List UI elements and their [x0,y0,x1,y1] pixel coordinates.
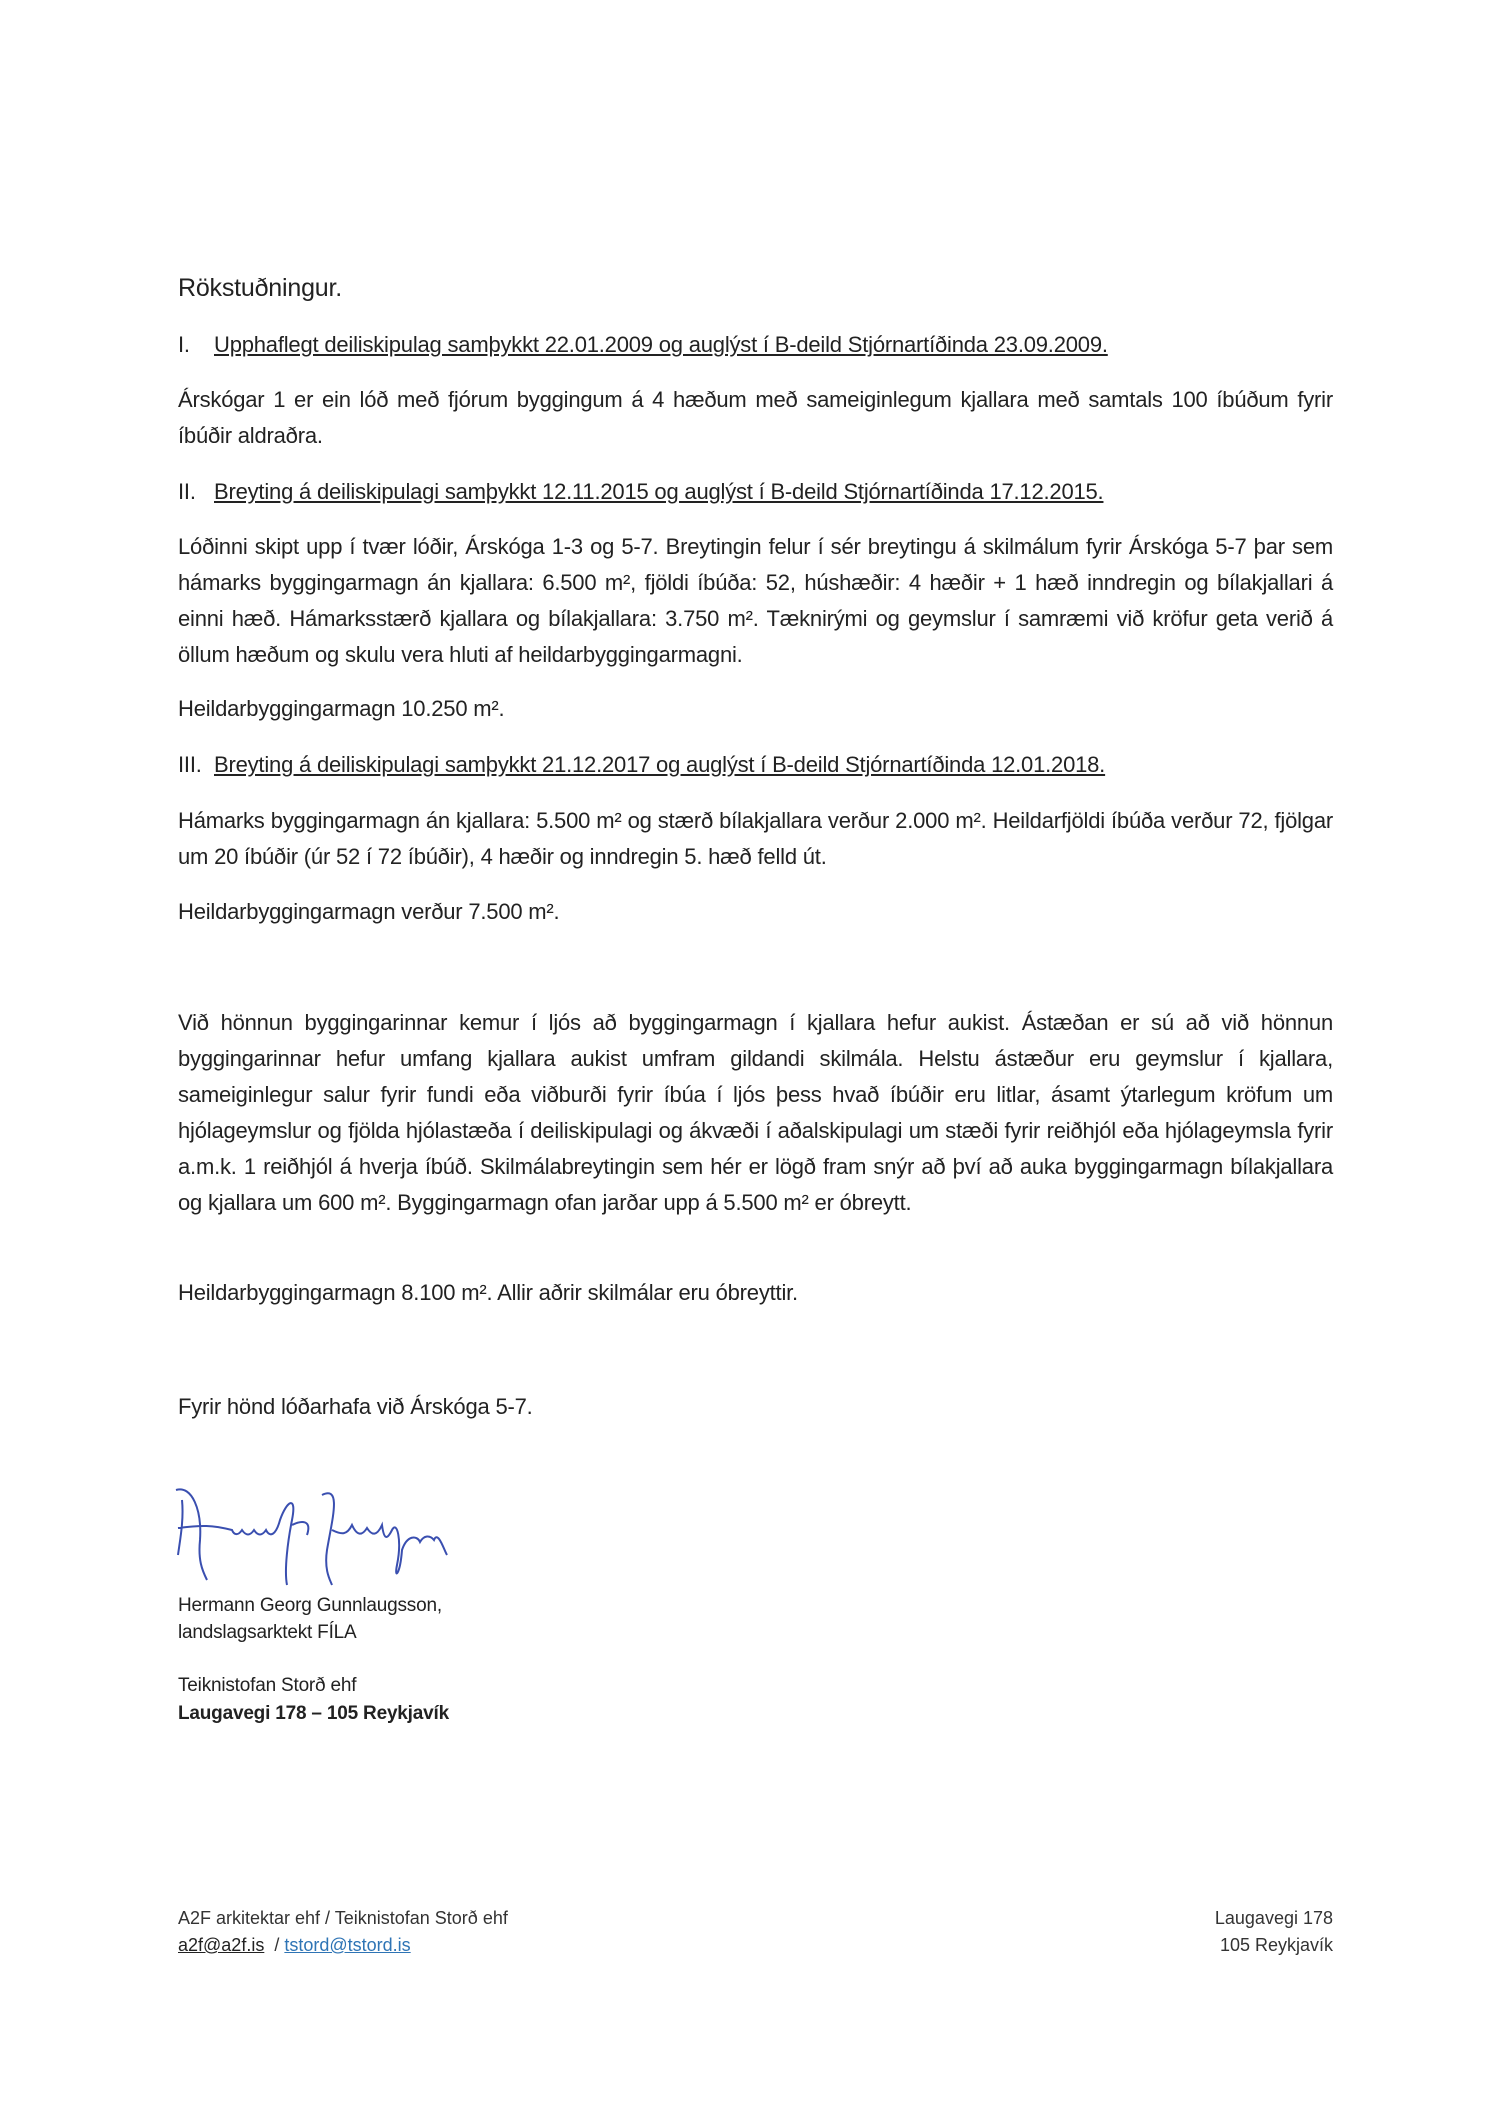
proposal-body: Við hönnun byggingarinnar kemur í ljós að byggingarmagn í kjallara hefur aukist. Ástæðan er sú að við hönnun byggingarinnar hefur umfang kjallara aukist umfram gildandi skilmála. Helstu ástæður eru geymslur í kjallara, sameiginlegur salur fyrir fundi eða viðburði fyrir íbúa í ljós þess hvað íbúðir eru litlar, ásamt ýtarlegum kröfum um hjólageymslur og fjölda hjólastæða í deiliskipulagi og ákvæði í aðalskipulagi um stæði fyrir reiðhjól eða hjólageymsla fyrir a.m.k. 1 reiðhjól á hverja íbúð. Skilmálabreytingin sem hér er lögð fram snýr að því að auka byggingarmagn bílakjallara og kjallara um 600 m². Byggingarmagn ofan jarðar upp á 5.500 m² er óbreytt. [178,1010,1333,1215]
section-number: III. [178,752,202,777]
section-heading-text: Upphaflegt deiliskipulag samþykkt 22.01.2009 og auglýst í B-deild Stjórnartíðinda 23.09.2009. [214,332,1108,357]
company-address: Laugavegi 178 – 105 Reykjavík [178,1703,449,1724]
document-title: Rökstuðningur. [178,274,342,302]
section-total-2: Heildarbyggingarmagn 10.250 m². [178,696,505,721]
signatory-name: Hermann Georg Gunnlaugsson, [178,1595,442,1616]
company-name: Teiknistofan Storð ehf [178,1675,357,1696]
section-heading-2 [178,474,1333,510]
email-link-a2f[interactable]: a2f@a2f.is [178,1935,265,1955]
footer-left [178,1905,508,1959]
email-link-tstord[interactable]: tstord@tstord.is [284,1935,411,1955]
section-number: II. [178,479,196,504]
footer-right [1215,1905,1333,1959]
section-body-1: Árskógar 1 er ein lóð með fjórum byggingum á 4 hæðum með sameiginlegum kjallara með samtals 100 íbúðum fyrir íbúðir aldraðra. [178,387,1333,448]
footer-separator: / [274,1935,280,1955]
section-heading-3 [178,747,1333,783]
signatory-role: landslagsarktekt FÍLA [178,1622,357,1643]
section-heading-text: Breyting á deiliskipulagi samþykkt 21.12.2017 og auglýst í B-deild Stjórnartíðinda 12.01.2018. [214,752,1106,777]
section-total-3: Heildarbyggingarmagn verður 7.500 m². [178,899,560,924]
proposal-total: Heildarbyggingarmagn 8.100 m². Allir aðrir skilmálar eru óbreyttir. [178,1280,798,1305]
section-number: I. [178,332,190,357]
handwritten-signature [172,1480,452,1590]
closing-line: Fyrir hönd lóðarhafa við Árskóga 5-7. [178,1394,533,1419]
section-body-3: Hámarks byggingarmagn án kjallara: 5.500 m² og stærð bílakjallara verður 2.000 m². Heildarfjöldi íbúða verður 72, fjölgar um 20 íbúðir (úr 52 í 72 íbúðir), 4 hæðir og inndregin 5. hæð felld út. [178,808,1333,869]
section-body-2: Lóðinni skipt upp í tvær lóðir, Árskóga 1-3 og 5-7. Breytingin felur í sér breytingu á skilmálum fyrir Árskóga 5-7 þar sem hámarks byggingarmagn án kjallara: 6.500 m², fjöldi íbúða: 52, húshæðir: 4 hæðir + 1 hæð inndregin og bílakjallari á einni hæð. Hámarksstærð kjallara og bílakjallara: 3.750 m². Tæknirými og geymslur í samræmi við kröfur geta verið á öllum hæðum og skulu vera hluti af heildarbyggingarmagni. [178,534,1333,667]
footer-city: 105 Reykjavík [1219,1935,1333,1955]
footer-companies: A2F arkitektar ehf / Teiknistofan Storð ehf [178,1908,508,1928]
section-heading-1 [178,327,1333,363]
footer-street: Laugavegi 178 [1214,1908,1333,1928]
section-heading-text: Breyting á deiliskipulagi samþykkt 12.11.2015 og auglýst í B-deild Stjórnartíðinda 17.12.2015. [214,479,1104,504]
